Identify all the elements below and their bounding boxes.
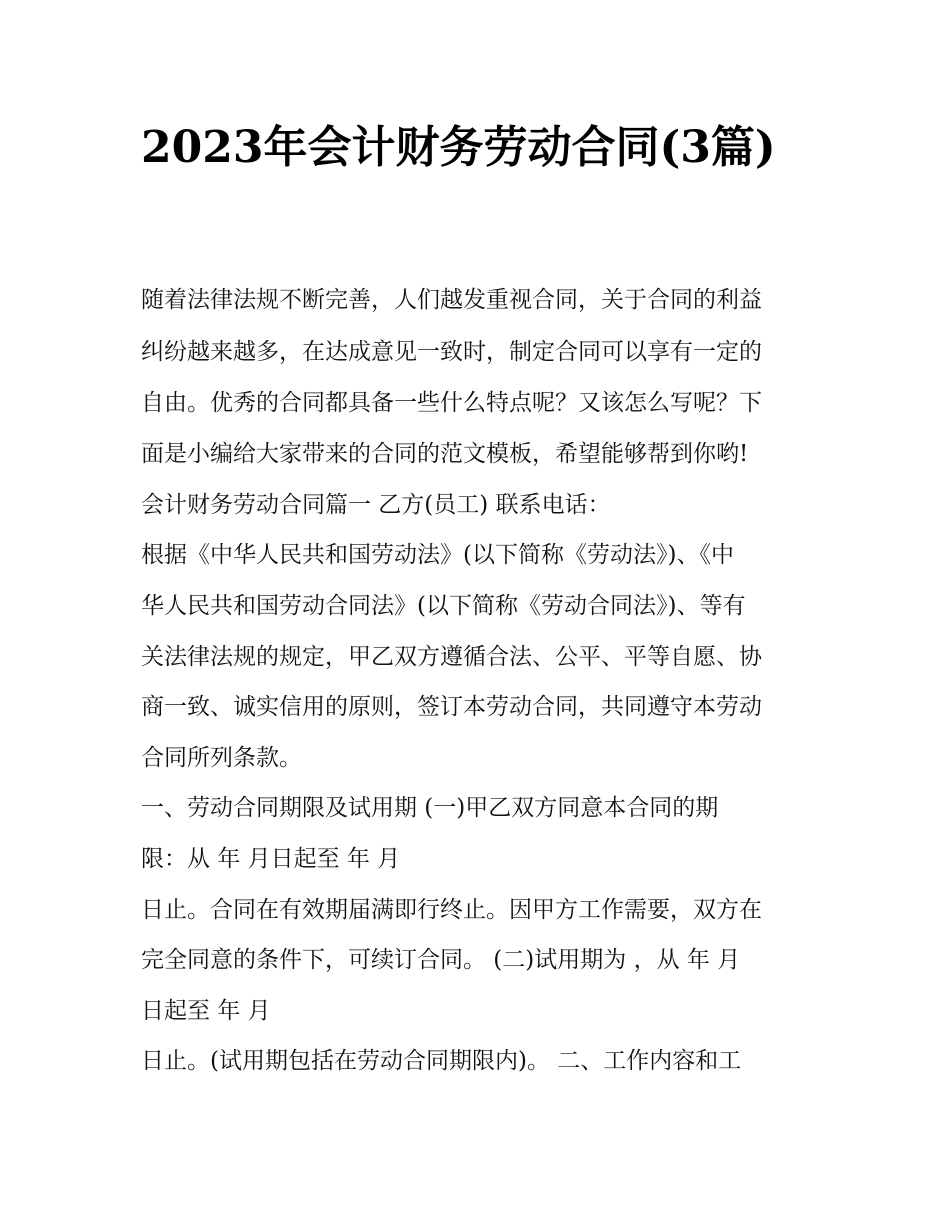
body-line: 自由。优秀的合同都具备一些什么特点呢？又该怎么写呢？下 xyxy=(141,390,762,416)
body-line: 会计财务劳动合同篇一 乙方(员工) 联系电话： xyxy=(141,492,611,518)
body-line: 关法律法规的规定，甲乙双方遵循合法、公平、平等自愿、协 xyxy=(141,644,762,670)
body-line: 根据《中华人民共和国劳动法》(以下简称《劳动法》)、《中 xyxy=(141,542,734,568)
body-line: 限：从 年 月日起至 年 月 xyxy=(141,846,401,872)
body-line: 面是小编给大家带来的合同的范文模板，希望能够帮到你哟! xyxy=(141,441,749,467)
document-title: 2023年会计财务劳动合同(3篇) xyxy=(141,122,776,173)
body-line: 随着法律法规不断完善，人们越发重视合同，关于合同的利益 xyxy=(141,287,762,313)
body-line: 日止。合同在有效期届满即行终止。因甲方工作需要，双方在 xyxy=(141,897,762,923)
body-line: 日止。(试用期包括在劳动合同期限内)。 二、工作内容和工 xyxy=(141,1048,742,1074)
body-line: 一、劳动合同期限及试用期 (一)甲乙双方同意本合同的期 xyxy=(141,795,719,821)
body-line: 合同所列条款。 xyxy=(141,745,302,771)
body-line: 纠纷越来越多，在达成意见一致时，制定合同可以享有一定的 xyxy=(141,339,762,365)
body-line: 华人民共和国劳动合同法》(以下简称《劳动合同法》)、等有 xyxy=(141,593,746,619)
body-line: 完全同意的条件下，可续订合同。 (二)试用期为 ，从 年 月 xyxy=(141,947,741,973)
body-line: 日起至 年 月 xyxy=(141,998,271,1024)
body-line: 商一致、诚实信用的原则，签订本劳动合同，共同遵守本劳动 xyxy=(141,694,762,720)
